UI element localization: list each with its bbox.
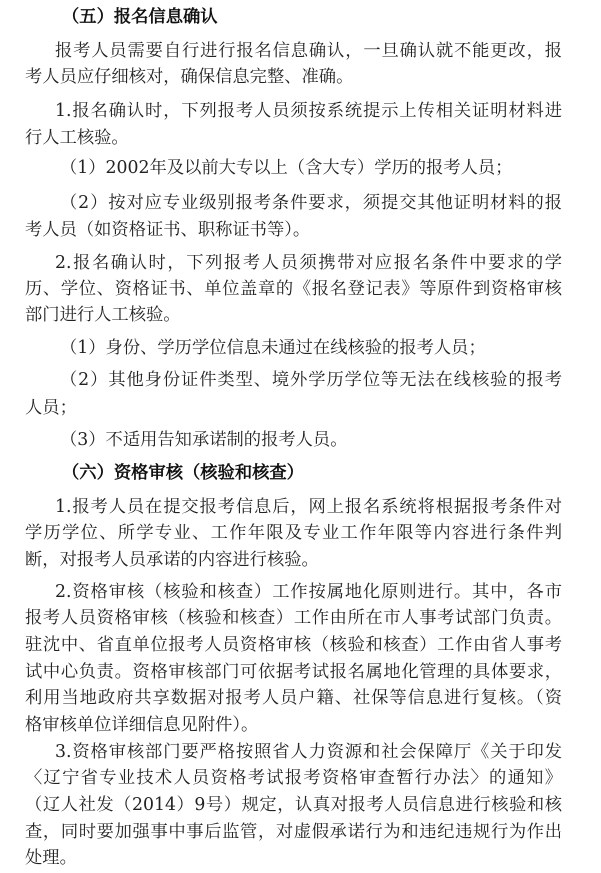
text-line: 1.报考人员在提交报考信息后，网上报名系统将根据报考条件对: [55, 497, 562, 517]
text-line: 2.报名确认时，下列报考人员须携带对应报名条件中要求的学: [55, 253, 562, 273]
text-line: 历、学位、资格证书、单位盖章的《报名登记表》等原件到资格审核: [25, 279, 562, 299]
text-line: 试中心负责。资格审核部门可依据考试报名属地化管理的具体要求，: [25, 662, 562, 682]
text-line: 断，对报考人员承诺的内容进行核验。: [25, 550, 319, 570]
text-line: 行人工核验。: [25, 128, 129, 148]
text-line: （1）身份、学历学位信息未通过在线核验的报考人员；: [60, 338, 486, 358]
text-line: （1）2002年及以前大专以上（含大专）学历的报考人员；: [60, 158, 513, 178]
text-line: 考人员（如资格证书、职称证书等）。: [25, 220, 311, 240]
text-line: （2）按对应专业级别报考条件要求，须提交其他证明材料的报: [60, 193, 562, 213]
text-line: 格审核单位详细信息见附件）。: [25, 715, 259, 735]
text-line: 学历学位、所学专业、工作年限及专业工作年限等内容进行条件判: [25, 523, 562, 543]
text-line: 处理。: [25, 848, 77, 868]
text-line: （3）不适用告知承诺制的报考人员。: [60, 430, 348, 450]
text-line: （六）资格审核（核验和核查）: [62, 463, 304, 483]
text-line: 查，同时要加强事中事后监管，对虚假承诺行为和违纪违规行为作出: [25, 822, 562, 842]
text-line: 3.资格审核部门要严格按照省人力资源和社会保障厅《关于印发: [55, 742, 562, 762]
text-line: 报考人员需要自行进行报名信息确认，一旦确认就不能更改，报: [55, 41, 562, 61]
text-line: （辽人社发（2014）9号）规定，认真对报考人员信息进行核验和核: [25, 795, 562, 815]
text-line: 部门进行人工核验。: [25, 305, 181, 325]
text-line: 1.报名确认时，下列报考人员须按系统提示上传相关证明材料进: [55, 101, 562, 121]
text-line: 2.资格审核（核验和核查）工作按属地化原则进行。其中，各市: [55, 582, 562, 602]
text-line: 考人员应仔细核对，确保信息完整、准确。: [25, 67, 354, 87]
text-line: 利用当地政府共享数据对报考人员户籍、社保等信息进行复核。（资: [25, 688, 562, 708]
text-line: 〈辽宁省专业技术人员资格考试报考资格审查暂行办法〉的通知》: [25, 768, 562, 788]
text-line: 驻沈中、省直单位报考人员资格审核（核验和核查）工作由省人事考: [25, 635, 562, 655]
text-line: 人员；: [25, 398, 77, 418]
text-line: （五）报名信息确认: [62, 7, 218, 27]
text-line: 报考人员资格审核（核验和核查）工作由所在市人事考试部门负责。: [25, 608, 562, 628]
text-line: （2）其他身份证件类型、境外学历学位等无法在线核验的报考: [60, 370, 562, 390]
